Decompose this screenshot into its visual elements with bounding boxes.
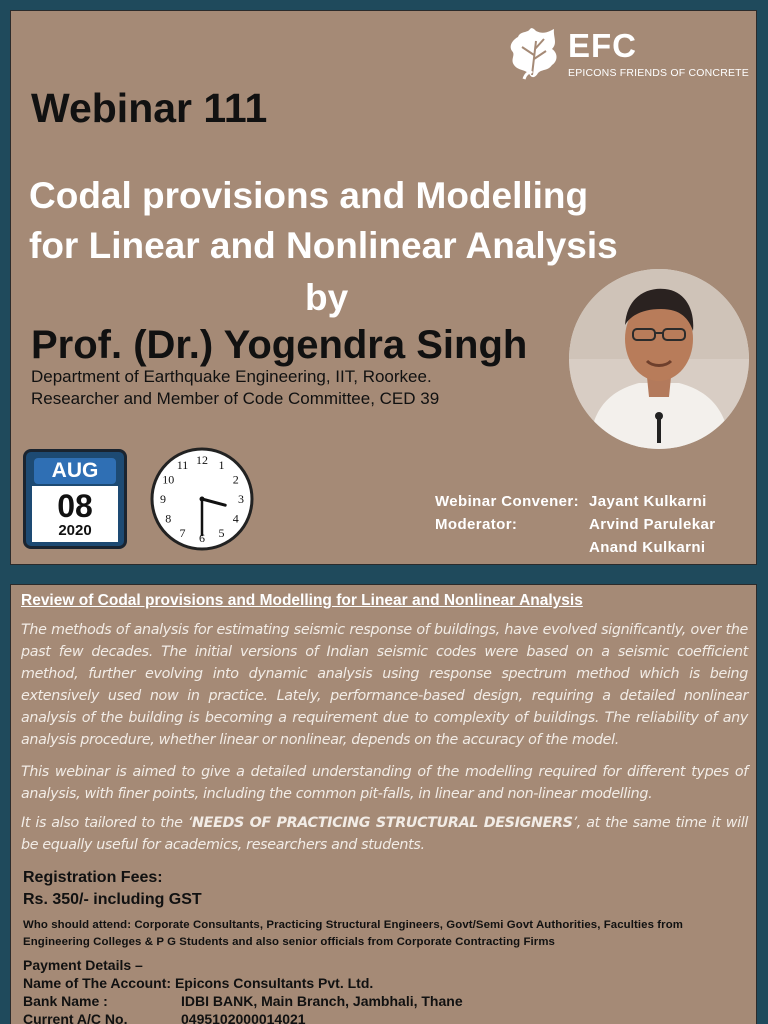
calendar-page — [32, 486, 118, 542]
paragraph-emphasis: NEEDS OF PRACTICING STRUCTURAL DESIGNERS — [192, 815, 573, 831]
description-paragraph — [21, 812, 748, 856]
speaker-name: Prof. (Dr.) Yogendra Singh — [31, 323, 528, 367]
convener-name: Jayant Kulkarni — [589, 493, 707, 510]
clock-number: 7 — [179, 525, 186, 540]
clock-number: 6 — [199, 531, 205, 545]
clock-face — [149, 446, 255, 552]
calendar-day: 08 — [57, 488, 93, 524]
account-number-label: Current A/C No. — [23, 1011, 128, 1024]
convener-label: Webinar Convener: — [435, 493, 580, 510]
clock-number: 11 — [176, 458, 189, 473]
talk-title-line-2: for Linear and Nonlinear Analysis — [29, 225, 618, 266]
talk-by: by — [305, 277, 349, 318]
clock-icon — [149, 446, 255, 552]
account-label: Name of The Account: — [23, 975, 175, 991]
target-audience: Who should attend: Corporate Consultants, Practicing Structural Engineers, Govt/Semi Govt Authorities, Faculties from Engineering Colleges & P G Students and also senior officials from Corporate Contracting Firms — [23, 919, 683, 948]
logo-title: EFC — [568, 27, 637, 64]
clock-number: 4 — [232, 511, 239, 526]
clock-number: 3 — [238, 492, 244, 506]
clock-number: 10 — [162, 472, 175, 487]
paragraph-text: ’, at the same time it will be equally useful for academics, researchers and students. — [21, 815, 748, 853]
payment-account-number-row — [23, 1011, 306, 1024]
logo-tagline: EPICONS FRIENDS OF CONCRETE — [568, 67, 749, 79]
description-paragraph: This webinar is aimed to give a detailed understanding of the modelling required for different types of analysis, with finer points, including the common pit-falls, in linear and non-linear modelling. — [21, 764, 748, 802]
details-panel — [10, 584, 757, 1024]
moderator-name: Anand Kulkarni — [589, 539, 706, 556]
paragraph-text: It is also tailored to the ‘ — [21, 815, 193, 831]
talk-title — [29, 171, 749, 271]
bank-value: IDBI BANK, Main Branch, Jambhali, Thane — [181, 993, 463, 1009]
talk-title-line-1: Codal provisions and Modelling — [29, 175, 589, 216]
account-value: Epicons Consultants Pvt. Ltd. — [174, 975, 374, 991]
speaker-department: Department of Earthquake Engineering, IIT, Roorkee. — [31, 367, 432, 386]
payment-bank-row — [23, 993, 463, 1009]
clock-number: 2 — [232, 472, 239, 487]
clock-number: 5 — [218, 525, 225, 540]
calendar-month: AUG — [34, 458, 116, 484]
moderator-label: Moderator: — [435, 516, 518, 533]
registration-fee: Rs. 350/- including GST — [23, 891, 202, 908]
payment-account-row — [23, 975, 373, 991]
poster-panel — [10, 10, 757, 565]
payment-label: Payment Details – — [23, 957, 143, 973]
clock-number: 12 — [196, 453, 208, 467]
account-number-value: 0495102000014021 — [181, 1011, 306, 1024]
leaf-icon — [506, 25, 562, 81]
webinar-number: Webinar 111 — [31, 85, 268, 131]
clock-number: 1 — [218, 458, 225, 473]
efc-logo — [506, 25, 756, 81]
registration-label: Registration Fees: — [23, 869, 163, 886]
clock-number: 9 — [160, 492, 166, 506]
moderator-name: Arvind Parulekar — [589, 516, 716, 533]
bank-label: Bank Name : — [23, 993, 108, 1009]
clock-number: 8 — [165, 511, 172, 526]
speaker-portrait — [569, 269, 749, 449]
description-paragraph: The methods of analysis for estimating seismic response of buildings, have evolved significantly, over the past few decades. The initial versions of Indian seismic codes were based on a seismic coefficient method, further evolving into dynamic analysis using response spectrum method which is being extensively used now in practice. Lately, performance-based design, requiring a detailed nonlinear analysis of the building is becoming a requirement due to complexity of buildings. The reliability of any analysis procedure, whether linear or nonlinear, depends on the accuracy of the model. — [21, 622, 748, 748]
calendar-year: 2020 — [58, 522, 92, 539]
speaker-role: Researcher and Member of Code Committee, CED 39 — [31, 389, 440, 408]
speaker-photo — [569, 269, 749, 449]
section-heading: Review of Codal provisions and Modelling for Linear and Nonlinear Analysis — [21, 592, 583, 609]
calendar-icon — [23, 449, 127, 549]
